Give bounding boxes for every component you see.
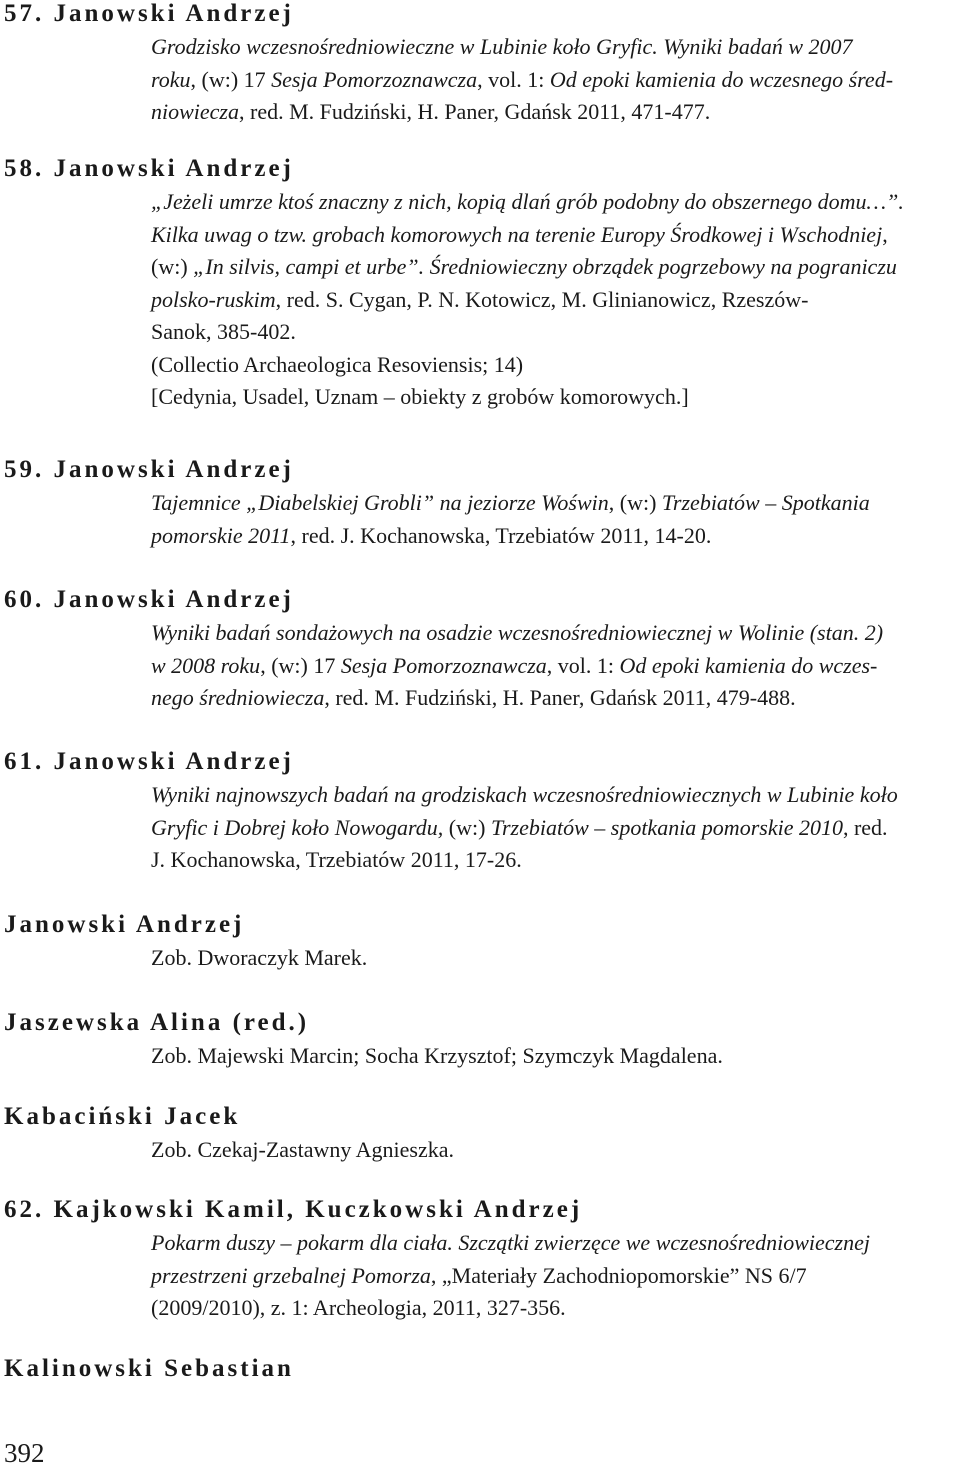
text-segment: Zob. Majewski Marcin; Socha Krzysztof; Szymczyk Magdalena. xyxy=(151,1043,723,1068)
entry-body xyxy=(151,779,954,877)
text-segment: Zob. Czekaj-Zastawny Agnieszka. xyxy=(151,1137,455,1162)
entry-body xyxy=(151,617,954,715)
entry-heading: 60. Janowski Andrzej xyxy=(4,586,294,613)
entry-kalinowski xyxy=(4,1354,954,1384)
entry-line xyxy=(151,1040,954,1073)
entry-line xyxy=(151,520,954,553)
entry-line xyxy=(151,31,954,64)
entry-line xyxy=(151,219,954,252)
text-segment: , (w:) 17 xyxy=(260,652,341,678)
italic-segment: pomorskie 2011 xyxy=(151,522,291,548)
entry-heading: 57. Janowski Andrzej xyxy=(4,0,294,27)
italic-segment: nego średniowiecza xyxy=(151,685,325,710)
italic-segment: roku xyxy=(151,66,191,92)
italic-segment: Od epoki kamienia do wczesnego śred- xyxy=(549,66,894,92)
entry-body xyxy=(151,1040,954,1073)
entry-line xyxy=(151,779,954,812)
entry-body xyxy=(151,942,954,975)
text-segment: , red. M. Fudziński, H. Paner, Gdańsk 2011, 479-488. xyxy=(324,685,796,710)
entry-60 xyxy=(4,585,954,715)
entry-heading: Kabaciński Jacek xyxy=(4,1103,241,1130)
text-segment: , red. J. Kochanowska, Trzebiatów 2011, 14-20. xyxy=(290,522,712,548)
entry-line xyxy=(151,1260,954,1293)
entry-heading: 61. Janowski Andrzej xyxy=(4,748,294,775)
text-segment: (w:) xyxy=(151,254,194,279)
italic-segment: niowiecza xyxy=(151,99,239,124)
entry-line xyxy=(151,942,954,975)
italic-segment: Wyniki najnowszych badań na grodziskach wczesnośredniowiecznych w Lubinie koło xyxy=(151,782,898,807)
italic-segment: Gryfic i Dobrej koło Nowogardu, xyxy=(151,814,444,840)
entry-line xyxy=(151,349,954,382)
entry-heading: Kalinowski Sebastian xyxy=(4,1355,294,1382)
entry-line xyxy=(151,251,954,284)
italic-segment: Pokarm duszy – pokarm dla ciała. Szczątki zwierzęce we wczesnośredniowiecznej xyxy=(151,1230,870,1255)
entry-body xyxy=(151,487,954,552)
italic-segment: polsko-ruskim xyxy=(151,286,276,312)
text-segment: , red. S. Cygan, P. N. Kotowicz, M. Glinianowicz, Rzeszów- xyxy=(275,286,809,312)
italic-segment: „In silvis, campi et urbe”. Średniowieczny obrządek pogrzebowy na pograniczu xyxy=(193,254,897,279)
entry-body xyxy=(151,1134,954,1167)
entry-heading: 58. Janowski Andrzej xyxy=(4,155,294,182)
entry-heading: 59. Janowski Andrzej xyxy=(4,456,294,483)
entry-body xyxy=(151,31,954,129)
italic-segment: Trzebiatów – spotkania pomorskie 2010 xyxy=(490,814,843,840)
italic-segment: Kilka uwag o tzw. grobach komorowych na terenie Europy Środkowej i Wschodniej xyxy=(151,221,883,247)
entry-line xyxy=(151,812,954,845)
entry-62 xyxy=(4,1195,954,1325)
text-segment: Sanok, 385-402. xyxy=(151,319,296,344)
italic-segment: Tajemnice „Diabelskiej Grobli” na jeziorze Woświn xyxy=(151,490,609,515)
text-segment: Zob. Dworaczyk Marek. xyxy=(151,945,368,970)
text-segment: , (w:) 17 xyxy=(190,66,272,92)
entry-heading: Jaszewska Alina (red.) xyxy=(4,1009,310,1036)
entry-line xyxy=(151,186,954,219)
entry-line xyxy=(151,316,954,349)
entry-57 xyxy=(4,0,954,129)
text-segment: (Collectio Archaeologica Resoviensis; 14) xyxy=(151,351,524,377)
entry-61 xyxy=(4,747,954,877)
text-segment: , (w:) xyxy=(608,490,662,515)
entry-line xyxy=(151,284,954,317)
italic-segment: Wyniki badań sondażowych na osadzie wczesnośredniowiecznej w Wolinie (stan. 2) xyxy=(151,620,884,645)
entry-58 xyxy=(4,154,954,414)
page-number: 392 xyxy=(4,1438,45,1468)
entry-body xyxy=(151,186,954,414)
italic-segment: Trzebiatów – Spotkania xyxy=(661,490,870,515)
entry-line xyxy=(151,487,954,520)
entry-line xyxy=(151,650,954,683)
text-segment: (w:) xyxy=(443,814,491,840)
text-segment: , red. M. Fudziński, H. Paner, Gdańsk 2011, 471-477. xyxy=(239,99,711,124)
italic-segment: Grodzisko wczesnośredniowieczne w Lubinie koło Gryfic. Wyniki badań w 2007 xyxy=(151,34,853,59)
entry-jaszewska-ref xyxy=(4,1008,954,1073)
entry-line xyxy=(151,844,954,877)
text-segment: J. Kochanowska, Trzebiatów 2011, 17-26. xyxy=(151,847,522,872)
italic-segment: Od epoki kamienia do wczes- xyxy=(619,652,878,678)
text-segment: , „Materiały Zachodniopomorskie” NS 6/7 xyxy=(430,1262,807,1288)
italic-segment: Sesja Pomorzoznawcza xyxy=(340,652,547,678)
entry-line xyxy=(151,682,954,715)
entry-kabacinski-ref xyxy=(4,1102,954,1167)
entry-59 xyxy=(4,455,954,552)
entry-line xyxy=(151,1292,954,1325)
italic-segment: Sesja Pomorzoznawcza xyxy=(271,66,478,92)
entry-heading: Janowski Andrzej xyxy=(4,911,245,938)
italic-segment: w 2008 roku xyxy=(151,652,261,678)
text-segment: , xyxy=(882,221,888,247)
italic-segment: „Jeżeli umrze ktoś znaczny z nich, kopią dlań grób podobny do obszernego domu…”. xyxy=(151,189,904,214)
entry-janowski-ref xyxy=(4,910,954,975)
entry-line xyxy=(151,1134,954,1167)
italic-segment: przestrzeni grzebalnej Pomorza xyxy=(151,1262,431,1288)
entry-line xyxy=(151,381,954,414)
entry-line xyxy=(151,1227,954,1260)
text-segment: , vol. 1: xyxy=(477,66,550,92)
text-segment: (2009/2010), z. 1: Archeologia, 2011, 327-356. xyxy=(151,1295,566,1320)
text-segment: , red. xyxy=(842,814,888,840)
entry-heading: 62. Kajkowski Kamil, Kuczkowski Andrzej xyxy=(4,1196,583,1223)
entry-body xyxy=(151,1227,954,1325)
entry-line xyxy=(151,64,954,97)
entry-line xyxy=(151,617,954,650)
text-segment: [Cedynia, Usadel, Uznam – obiekty z grobów komorowych.] xyxy=(151,384,689,409)
entry-line xyxy=(151,96,954,129)
text-segment: , vol. 1: xyxy=(546,652,620,678)
